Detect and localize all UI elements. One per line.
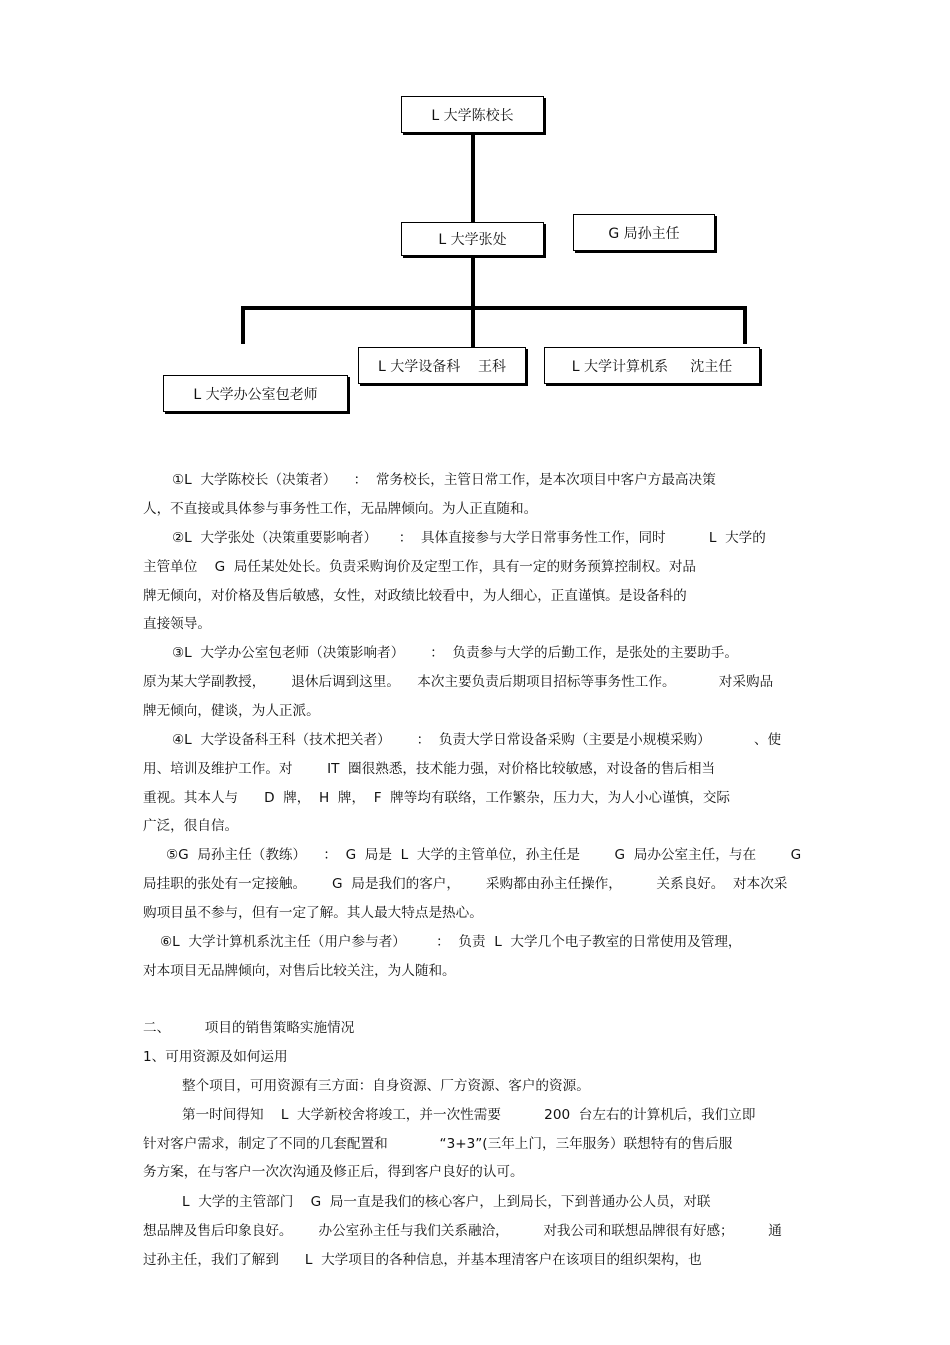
para4-line1: ④L 大学设备科王科（技术把关者） ： 负责大学日常设备采购（主要是小规模采购） 、使 (172, 732, 782, 748)
para3-line2: 原为某大学副教授， 退休后调到这里。 本次主要负责后期项目招标等事务性工作。 对采购品 (143, 674, 774, 690)
para4-line3: 重视。其本人与 D 牌， H 牌， F 牌等均有联络，工作繁杂，压力大，为人小心谨慎，交际 (143, 790, 731, 806)
node-sun: G 局孙主任 (573, 214, 715, 251)
para2-line1: ②L 大学张处（决策重要影响者） ： 具体直接参与大学日常事务性工作，同时 L 大学的 (172, 530, 766, 546)
connector-president-zhang (471, 135, 475, 222)
connector-right-drop (743, 306, 747, 344)
para5-line1: ⑤G 局孙主任（教练） ： G 局是 L 大学的主管单位，孙主任是 G 局办公室主任，与在 G (166, 847, 802, 863)
node-office: L 大学办公室包老师 (163, 375, 348, 412)
para2-line2: 主管单位 G 局任某处处长。负责采购询价及定型工作，具有一定的财务预算控制权。对品 (143, 559, 697, 575)
subsection-heading: 1、可用资源及如何运用 (143, 1049, 288, 1065)
connector-left-drop (241, 306, 245, 344)
resources2-line3: 务方案，在与客户一次次沟通及修正后，得到客户良好的认可。 (143, 1164, 524, 1180)
para6-line2: 对本项目无品牌倾向，对售后比较关注，为人随和。 (143, 963, 456, 979)
node-president: L 大学陈校长 (401, 96, 544, 133)
para3-line1: ③L 大学办公室包老师（决策影响者） ： 负责参与大学的后勤工作，是张处的主要助手。 (172, 645, 738, 661)
node-computer: L 大学计算机系 沈主任 (544, 347, 760, 384)
para2-line4: 直接领导。 (143, 616, 211, 632)
node-equipment: L 大学设备科 王科 (358, 347, 526, 384)
node-zhang: L 大学张处 (401, 222, 544, 256)
resources2-line1: 第一时间得知 L 大学新校舍将竣工，并一次性需要 200 台左右的计算机后，我们立即 (182, 1107, 756, 1123)
para5-line2: 局挂职的张处有一定接触。 G 局是我们的客户， 采购都由孙主任操作， 关系良好。 对本次采 (143, 876, 788, 892)
section-heading: 二、 项目的销售策略实施情况 (143, 1020, 355, 1036)
resources3-line3: 过孙主任，我们了解到 L 大学项目的各种信息，并基本理清客户在该项目的组织架构，也 (143, 1252, 702, 1268)
resources3-line2: 想品牌及售后印象良好。 办公室孙主任与我们关系融洽， 对我公司和联想品牌很有好感； 通 (143, 1223, 782, 1239)
para5-line3: 购项目虽不参与，但有一定了解。其人最大特点是热心。 (143, 905, 483, 921)
para4-line2: 用、培训及维护工作。对 IT 圈很熟悉，技术能力强，对价格比较敏感，对设备的售后相当 (143, 761, 716, 777)
para4-line4: 广泛，很自信。 (143, 818, 239, 834)
para1-line2: 人，不直接或具体参与事务性工作，无品牌倾向。为人正直随和。 (143, 501, 538, 517)
resources3-line1: L 大学的主管部门 G 局一直是我们的核心客户，上到局长，下到普通办公人员，对联 (182, 1194, 711, 1210)
connector-zhang-bus (471, 258, 475, 348)
resources-line1: 整个项目，可用资源有三方面：自身资源、厂方资源、客户的资源。 (182, 1078, 590, 1094)
connector-bus (241, 306, 747, 310)
para1-line1: ①L 大学陈校长（决策者） ： 常务校长，主管日常工作，是本次项目中客户方最高决策 (172, 472, 716, 488)
para6-line1: ⑥L 大学计算机系沈主任（用户参与者） ： 负责 L 大学几个电子教室的日常使用及管理， (160, 934, 742, 950)
resources2-line2: 针对客户需求，制定了不同的几套配置和 “3+3”(三年上门，三年服务）联想特有的售后服 (143, 1136, 733, 1152)
para2-line3: 牌无倾向，对价格及售后敏感，女性，对政绩比较看中，为人细心，正直谨慎。是设备科的 (143, 588, 687, 604)
para3-line3: 牌无倾向，健谈，为人正派。 (143, 703, 320, 719)
